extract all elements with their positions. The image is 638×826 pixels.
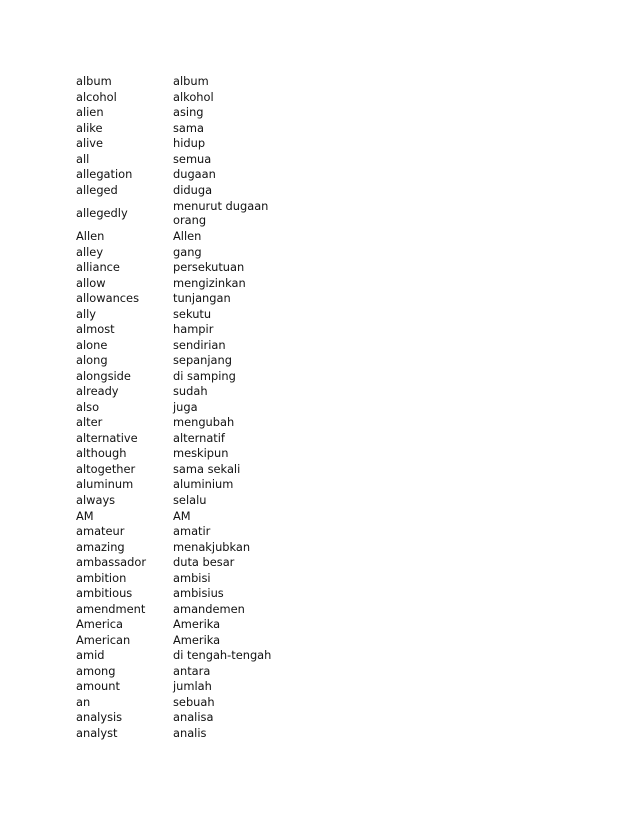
vocab-row: [76, 260, 376, 276]
english-word: altogether: [76, 461, 136, 476]
english-word: ambassador: [76, 555, 147, 570]
english-word: analysis: [76, 710, 123, 725]
indonesian-translation: Amerika: [173, 632, 221, 647]
english-word: ambitious: [76, 586, 133, 601]
vocab-row: [76, 571, 376, 587]
english-word: AM: [76, 508, 94, 523]
vocab-row: [76, 586, 376, 602]
indonesian-translation: sendirian: [173, 337, 226, 352]
english-word: alive: [76, 136, 104, 151]
vocab-row: [76, 322, 376, 338]
indonesian-translation: mengizinkan: [173, 275, 246, 290]
english-word: alley: [76, 244, 104, 259]
vocab-row: [76, 74, 376, 90]
indonesian-translation: di samping: [173, 368, 236, 383]
indonesian-translation: dugaan: [173, 167, 216, 182]
english-word: among: [76, 663, 116, 678]
english-word: album: [76, 74, 112, 89]
indonesian-translation: asing: [173, 105, 204, 120]
english-word: allegedly: [76, 205, 128, 220]
indonesian-translation: meskipun: [173, 446, 229, 461]
indonesian-translation: mengubah: [173, 415, 235, 430]
english-word: amount: [76, 679, 120, 694]
vocab-row: [76, 90, 376, 106]
indonesian-translation: hidup: [173, 136, 206, 151]
indonesian-translation: Allen: [173, 229, 202, 244]
indonesian-translation: alternatif: [173, 430, 225, 445]
indonesian-translation: sepanjang: [173, 353, 232, 368]
vocab-row: [76, 524, 376, 540]
vocab-row: [76, 493, 376, 509]
vocab-row: [76, 446, 376, 462]
vocab-row: [76, 431, 376, 447]
indonesian-translation: aluminium: [173, 477, 234, 492]
indonesian-translation: AM: [173, 508, 191, 523]
indonesian-translation: ambisius: [173, 586, 224, 601]
vocab-row: [76, 664, 376, 680]
english-word: alongside: [76, 368, 131, 383]
english-word: allow: [76, 275, 106, 290]
indonesian-translation: sekutu: [173, 306, 212, 321]
vocab-row: [76, 400, 376, 416]
vocab-row: [76, 462, 376, 478]
vocab-row: [76, 633, 376, 649]
indonesian-translation: hampir: [173, 322, 214, 337]
vocab-row: [76, 539, 376, 555]
vocab-row: [76, 617, 376, 633]
vocab-row: [76, 415, 376, 431]
indonesian-translation: tunjangan: [173, 291, 231, 306]
english-word: amendment: [76, 601, 146, 616]
vocab-row: [76, 369, 376, 385]
vocab-row: [76, 508, 376, 524]
english-word: although: [76, 446, 127, 461]
english-word: allegation: [76, 167, 133, 182]
vocab-row: [76, 648, 376, 664]
english-word: alike: [76, 120, 103, 135]
english-word: allowances: [76, 291, 139, 306]
indonesian-translation: di tengah-tengah: [173, 648, 272, 663]
indonesian-translation: menakjubkan: [173, 539, 251, 554]
indonesian-translation: duta besar: [173, 555, 235, 570]
english-word: amid: [76, 648, 105, 663]
vocab-row: [76, 307, 376, 323]
vocab-row: [76, 198, 376, 229]
indonesian-translation: jumlah: [173, 679, 212, 694]
english-word: alliance: [76, 260, 120, 275]
english-word: America: [76, 617, 123, 632]
indonesian-translation: album: [173, 74, 209, 89]
vocab-row: [76, 229, 376, 245]
vocab-row: [76, 136, 376, 152]
english-word: ally: [76, 306, 97, 321]
indonesian-translation: gang: [173, 244, 202, 259]
vocab-row: [76, 167, 376, 183]
english-word: always: [76, 492, 116, 507]
indonesian-translation: sama sekali: [173, 461, 241, 476]
vocab-row: [76, 726, 376, 742]
vocab-row: [76, 105, 376, 121]
indonesian-translation: semua: [173, 151, 212, 166]
indonesian-translation: persekutuan: [173, 260, 245, 275]
indonesian-translation: ambisi: [173, 570, 211, 585]
english-word: also: [76, 399, 100, 414]
indonesian-translation: analis: [173, 725, 207, 740]
english-word: already: [76, 384, 119, 399]
english-word: alien: [76, 105, 104, 120]
english-word: amazing: [76, 539, 125, 554]
vocab-row: [76, 353, 376, 369]
english-word: alternative: [76, 430, 138, 445]
vocab-row: [76, 338, 376, 354]
english-word: an: [76, 694, 91, 709]
english-word: analyst: [76, 725, 118, 740]
indonesian-translation: amatir: [173, 524, 211, 539]
indonesian-translation: antara: [173, 663, 211, 678]
english-word: alone: [76, 337, 108, 352]
vocab-row: [76, 276, 376, 292]
indonesian-translation: diduga: [173, 182, 213, 197]
english-word: almost: [76, 322, 115, 337]
indonesian-translation: alkohol: [173, 89, 214, 104]
indonesian-translation: amandemen: [173, 601, 245, 616]
indonesian-translation: analisa: [173, 710, 214, 725]
english-word: aluminum: [76, 477, 134, 492]
english-word: alleged: [76, 182, 118, 197]
vocab-row: [76, 602, 376, 618]
indonesian-translation: selalu: [173, 492, 207, 507]
english-word: alcohol: [76, 89, 117, 104]
indonesian-translation: menurut dugaan orang: [173, 199, 269, 227]
indonesian-translation: sebuah: [173, 694, 215, 709]
vocab-row: [76, 695, 376, 711]
indonesian-translation: sudah: [173, 384, 208, 399]
vocab-row: [76, 291, 376, 307]
vocab-row: [76, 477, 376, 493]
vocab-row: [76, 555, 376, 571]
vocab-row: [76, 121, 376, 137]
english-word: alter: [76, 415, 103, 430]
english-word: Allen: [76, 229, 105, 244]
indonesian-translation: juga: [173, 399, 198, 414]
vocab-row: [76, 384, 376, 400]
vocab-row: [76, 152, 376, 168]
indonesian-translation: Amerika: [173, 617, 221, 632]
indonesian-translation: sama: [173, 120, 204, 135]
english-word: ambition: [76, 570, 127, 585]
english-word: American: [76, 632, 131, 647]
vocab-row: [76, 183, 376, 199]
english-word: all: [76, 151, 90, 166]
vocab-row: [76, 679, 376, 695]
vocab-row: [76, 710, 376, 726]
vocab-row: [76, 245, 376, 261]
vocabulary-list: [76, 74, 376, 741]
english-word: along: [76, 353, 108, 368]
english-word: amateur: [76, 524, 125, 539]
